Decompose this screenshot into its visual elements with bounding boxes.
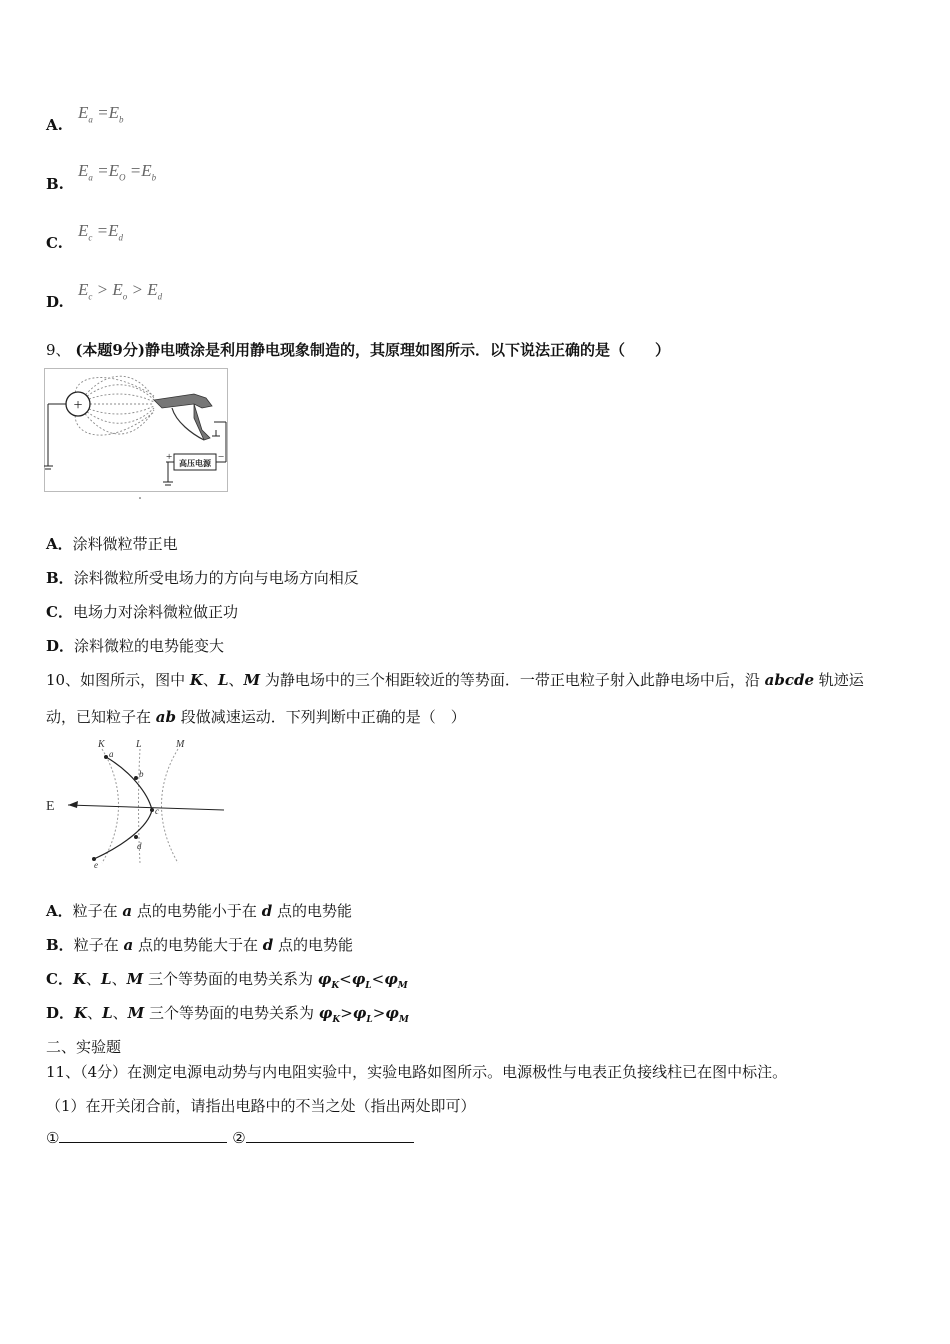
option-label: A． [46,535,73,553]
electrostatic-spray-figure [44,368,230,500]
surface-m [162,749,179,863]
q10-stem-line-2: 动，已知粒子在 ab 段做减速运动．下列判断中正确的是（ ） [46,708,466,726]
q9-option-d [46,635,224,656]
option-label: D． [46,637,75,655]
answer-blank-1[interactable] [59,1128,227,1143]
q10-option-c: C．K、L、M 三个等势面的电势关系为 $\varphi_K<\varphi_L<\varphi_M$ [46,970,408,991]
point-c: c [155,806,159,816]
label-l: L [136,739,142,750]
q11-sub-question-1: （1）在开关闭合前，请指出电路中的不当之处（指出两处即可） [46,1097,476,1115]
q10-stem-line-1: 10、如图所示，图中 K、L、M 为静电场中的三个相距较近的等势面．一带正电粒子射入此静电场中后，沿 abcde 轨迹运 [46,671,864,689]
q10-option-a: A．粒子在 a 点的电势能小于在 d 点的电势能 [46,902,352,920]
label-m: M [176,739,185,750]
question-number: 9、 [46,341,71,359]
spray-gun [154,394,212,440]
q10-option-b: B．粒子在 a 点的电势能大于在 d 点的电势能 [46,936,354,954]
plus-sign-label: + [73,397,83,414]
label-k: K [98,739,105,750]
blank-marker-1: ① [46,1129,60,1147]
option-text: 涂料微粒的电势能变大 [74,637,225,655]
option-text: 涂料微粒带正电 [72,535,178,553]
option-text: 电场力对涂料微粒做正功 [72,603,238,621]
question-text: 静电喷涂是利用静电现象制造的，其原理如图所示．以下说法正确的是（ ） [144,341,670,359]
minus-terminal-label: − [218,451,225,463]
option-text: 涂料微粒所受电场力的方向与电场方向相反 [73,569,359,587]
option-label: B． [46,569,74,587]
option-label: C. [46,234,63,252]
blank-marker-2: ② [232,1129,246,1147]
option-label: A. [46,116,63,134]
answer-blank-2[interactable] [246,1128,414,1143]
question-score: (本题9分) [75,341,145,359]
option-label: C． [46,603,73,621]
point-e: e [94,860,98,869]
option-label: B. [46,175,64,193]
q9-option-b [46,567,359,588]
option-label: D. [46,293,64,311]
section-title: 二、实验题 [46,1038,122,1056]
formula-a: $E_a =E_b$ [78,103,124,125]
q9-option-c [46,601,238,622]
point-a: a [109,749,114,759]
q9-stem [46,339,670,360]
equipotential-figure [44,735,234,869]
point-d: d [137,841,142,851]
formula-d: $E_c > E_o > E_d$ [78,280,163,302]
q11-stem: 11、（4分）在测定电源电动势与内电阻实验中，实验电路如图所示。电源极性与电表正负接线柱已在图中标注。 [46,1063,788,1081]
formula-b: $E_a =E_O =E_b$ [78,161,157,183]
q9-option-a [46,533,178,554]
power-supply-label: 高压电源 [179,459,211,468]
q11-answer-blanks [46,1128,414,1147]
formula-c: $E_c =E_d$ [78,221,124,243]
plus-terminal-label: + [166,451,173,463]
q10-option-d: D．K、L、M 三个等势面的电势关系为 $\varphi_K>\varphi_L>\varphi_M$ [46,1004,409,1025]
label-e-field: E [46,799,55,814]
point-b: b [139,769,144,779]
